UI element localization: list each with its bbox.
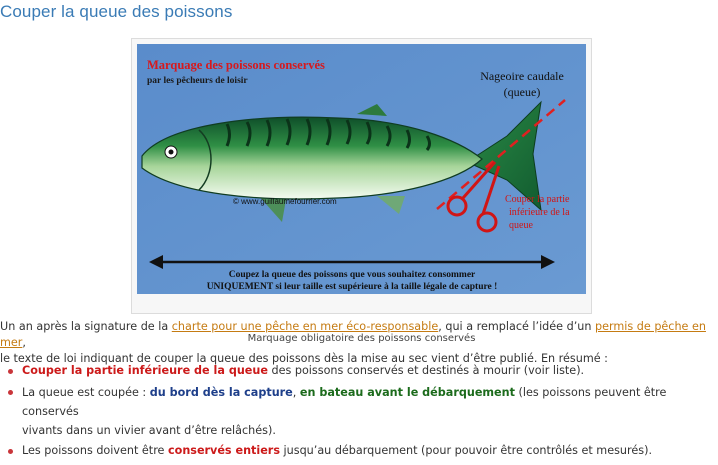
intro-text-4: le texte de loi indiquant de couper la queue des poissons dès la mise au sec vient d’être publié. En résumé : <box>0 352 608 365</box>
fish-illustration <box>137 44 586 294</box>
bullet-2-text-1: La queue est coupée : <box>22 386 150 399</box>
intro-text-3: , <box>22 336 26 349</box>
bullet-icon <box>8 369 13 374</box>
bullet-2-green: en bateau avant le débarquement <box>299 386 515 399</box>
page-title: Couper la queue des poissons <box>0 2 233 21</box>
fish-pupil <box>169 150 174 155</box>
bullet-2-text-3: (les poissons peuvent être conservés <box>22 386 667 418</box>
bullet-icon <box>8 449 13 454</box>
bottom-text-line-1: Coupez la queue des poissons que vous souhaitez consommer <box>228 270 476 280</box>
bullet-2-text-4: vivants dans un vivier avant d’être relâchés). <box>22 424 276 437</box>
bottom-text-line-2: UNIQUEMENT si leur taille est supérieure à la taille légale de capture ! <box>206 282 498 292</box>
intro-text-2: , qui a remplacé l’idée d’un <box>438 320 595 333</box>
figure-caption: Marquage obligatoire des poissons conservés <box>247 333 476 344</box>
bullet-2-text-2: , <box>292 386 300 399</box>
bullet-2-blue: du bord dès la capture <box>149 386 293 399</box>
summary-list <box>0 360 718 462</box>
tail-label-line-2: (queue) <box>503 85 541 99</box>
cut-label-line-1: Couper la partie <box>505 194 570 205</box>
bullet-icon <box>8 390 13 395</box>
figure-subheading: par les pêcheurs de loisir <box>147 76 248 86</box>
intro-text-1: Un an après la signature de la <box>0 320 172 333</box>
bullet-3-text-1: Les poissons doivent être <box>22 444 168 457</box>
list-item <box>0 440 718 462</box>
watermark: © www.guillaumefourrier.com <box>233 197 337 206</box>
list-item <box>0 360 718 382</box>
figure-heading: Marquage des poissons conservés <box>147 58 325 72</box>
permis-link[interactable]: permis de pêche en mer <box>0 320 706 349</box>
cut-label-line-3: queue <box>509 220 533 231</box>
list-item <box>0 382 718 440</box>
charte-link[interactable]: charte pour une pêche en mer éco-responsable <box>171 320 439 333</box>
bullet-3-red: conservés entiers <box>168 444 280 457</box>
bullet-1-rest: des poissons conservés et destinés à mourir (voir liste). <box>267 364 585 377</box>
tail-label-line-1: Nageoire caudale <box>480 69 564 83</box>
cut-label-line-2: inférieure de la <box>509 207 570 218</box>
bullet-3-text-2: jusqu’au débarquement (pour pouvoir être contrôlés et mesurés). <box>279 444 652 457</box>
bullet-1-strong: Couper la partie inférieure de la queue <box>22 364 268 377</box>
